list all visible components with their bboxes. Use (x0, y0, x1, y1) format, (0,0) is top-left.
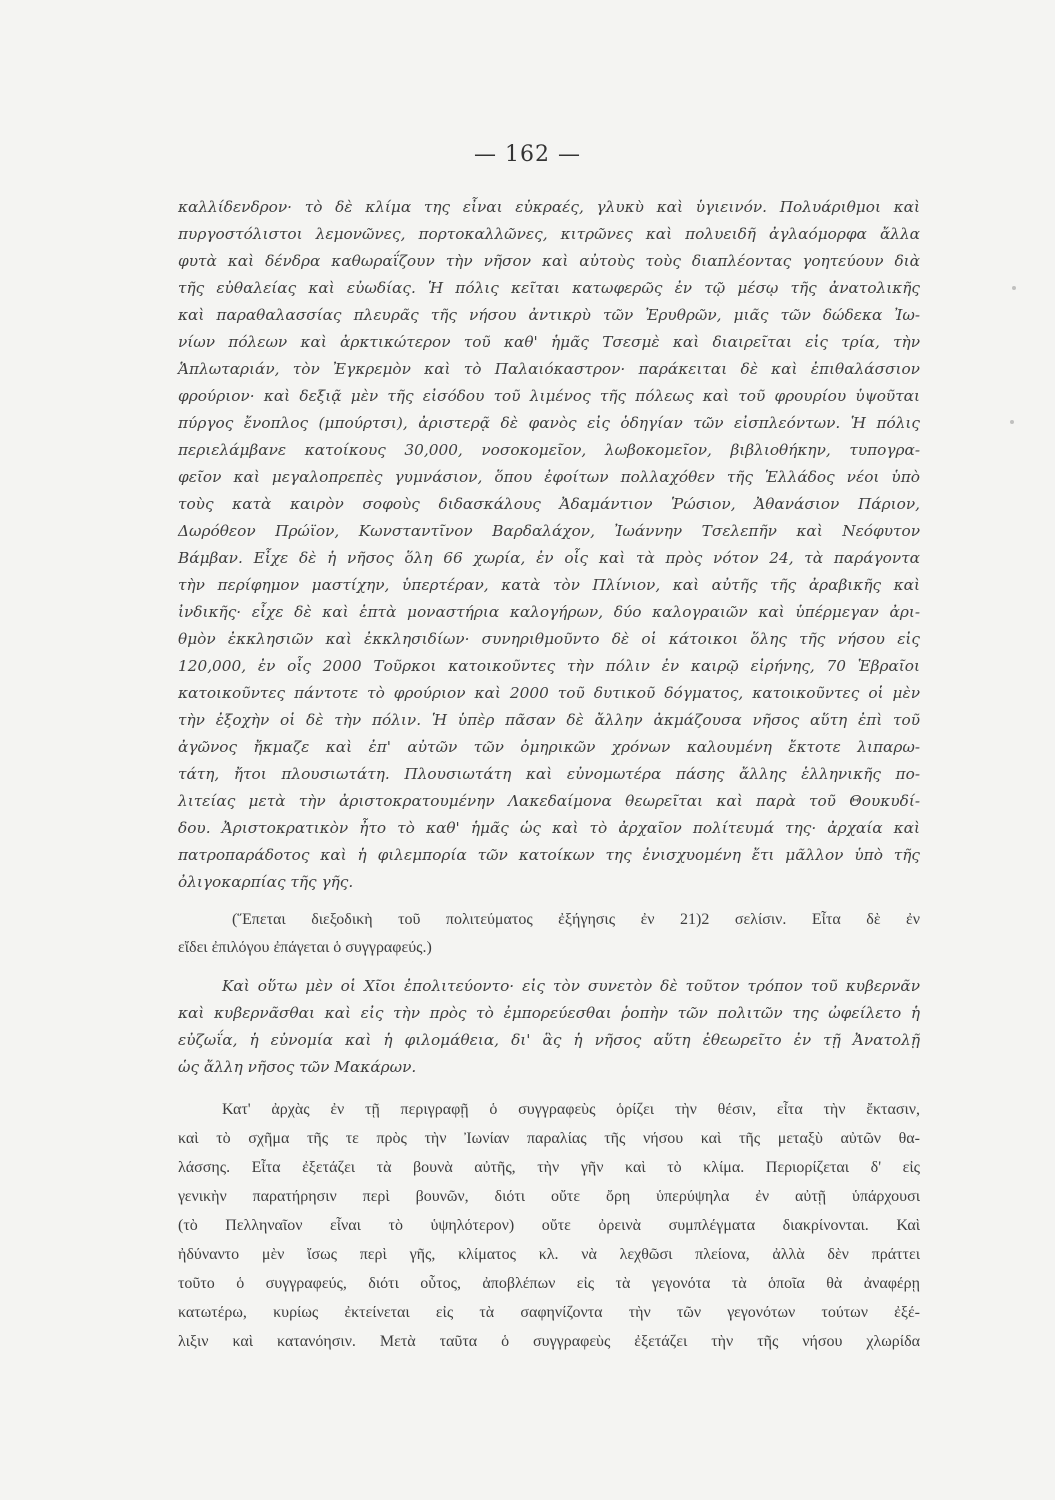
text-line: λιξιν καὶ κατανόησιν. Μετὰ ταῦτα ὁ συγγραφεὺς ἐξετάζει τὴν τῆς νήσου χλωρίδα (178, 1333, 920, 1350)
text-line: τὴν ἐξοχὴν οἱ δὲ τὴν πόλιν. Ἡ ὑπὲρ πᾶσαν δὲ ἄλλην ἀκμάζουσα νῆσος αὕτη ἐπὶ τοῦ (178, 711, 920, 729)
text-line: θμὸν ἐκκλησιῶν καὶ ἐκκλησιδίων· συνηριθμοῦντο δὲ οἱ κάτοικοι ὅλης τῆς νήσου εἰς (178, 630, 920, 648)
text-line: φεῖον καὶ μεγαλοπρεπὲς γυμνάσιον, ὅπου ἐφοίτων πολλαχόθεν τῆς Ἑλλάδος νέοι ὑπὸ (178, 468, 920, 486)
text-line: λάσσης. Εἶτα ἐξετάζει τὰ βουνὰ αὐτῆς, τὴν γῆν καὶ τὸ κλίμα. Περιορίζεται δ' εἰς (178, 1159, 920, 1176)
text-line: ὡς ἄλλη νῆσος τῶν Μακάρων. (178, 1058, 417, 1076)
text-line: γενικὴν παρατήρησιν περὶ βουνῶν, διότι οὔτε ὄρη ὑπερύψηλα ἐν αὐτῇ ὑπάρχουσι (178, 1188, 920, 1205)
text-line: πύργος ἔνοπλος (μπούρτσι), ἀριστερᾷ δὲ φανὸς εἰς ὁδηγίαν τῶν εἰσπλεόντων. Ἡ πόλις (178, 414, 920, 432)
text-line: (τὸ Πελληναῖον εἶναι τὸ ὑψηλότερον) οὔτε ὀρεινὰ συμπλέγματα διακρίνονται. Καὶ (178, 1217, 920, 1234)
text-line: εἴδει ἐπιλόγου ἐπάγεται ὁ συγγραφεύς.) (178, 939, 432, 956)
text-line: ἰνδικῆς· εἶχε δὲ καὶ ἑπτὰ μοναστήρια καλογήρων, δύο καλογραιῶν καὶ ὑπέρμεγαν ἀρι- (178, 603, 920, 621)
text-line: τῆς εὐθαλείας καὶ εὐωδίας. Ἡ πόλις κεῖται κατωφερῶς ἐν τῷ μέσῳ τῆς ἀνατολικῆς (178, 279, 920, 297)
text-line: φυτὰ καὶ δένδρα καθωραΐζουν τὴν νῆσον καὶ αὐτοὺς τοὺς διαπλέοντας γοητεύουν διὰ (178, 252, 920, 270)
text-line: κατωτέρω, κυρίως ἐκτείνεται εἰς τὰ σαφηνίζοντα τὴν τῶν γεγονότων τούτων ἐξέ- (178, 1304, 920, 1321)
text-line: λιτείας μετὰ τὴν ἀριστοκρατουμένην Λακεδαίμονα θεωρεῖται καὶ παρὰ τοῦ Θουκυδί- (178, 792, 920, 810)
text-line: τοῦτο ὁ συγγραφεύς, διότι οὗτος, ἀποβλέπων εἰς τὰ γεγονότα τὰ ὁποῖα θὰ ἀναφέρῃ (178, 1275, 920, 1292)
text-line: ἠδύναντο μὲν ἴσως περὶ γῆς, κλίματος κλ. νὰ λεχθῶσι πλείονα, ἀλλὰ δὲν πράττει (178, 1246, 920, 1263)
text-line: εὐζωΐα, ἡ εὐνομία καὶ ἡ φιλομάθεια, δι' ἃς ἡ νῆσος αὕτη ἐθεωρεῖτο ἐν τῇ Ἀνατολῇ (178, 1031, 920, 1049)
text-line: κατοικοῦντες πάντοτε τὸ φρούριον καὶ 2000 τοῦ δυτικοῦ δόγματος, κατοικοῦντες οἱ μὲν (178, 684, 920, 702)
text-line: πατροπαράδοτος καὶ ἡ φιλεμπορία τῶν κατοίκων της ἐνισχυομένη ἔτι μᾶλλον ὑπὸ τῆς (178, 846, 920, 864)
text-line: Καὶ οὕτω μὲν οἱ Χῖοι ἐπολιτεύοντο· εἰς τὸν συνετὸν δὲ τοῦτον τρόπον τοῦ κυβερνᾶν (222, 977, 920, 995)
text-line: καὶ τὸ σχῆμα τῆς τε πρὸς τὴν Ἰωνίαν παραλίας τῆς νήσου καὶ τῆς μεταξὺ αὐτῶν θα- (178, 1130, 920, 1147)
text-line: (Ἕπεται διεξοδικὴ τοῦ πολιτεύματος ἐξήγησις ἐν 21)2 σελίσιν. Εἶτα δὲ ἐν (232, 911, 920, 928)
scan-speck (1012, 286, 1016, 290)
text-line: καὶ κυβερνᾶσθαι καὶ εἰς τὴν πρὸς τὸ ἐμπορεύεσθαι ῥοπὴν τῶν πολιτῶν της ὠφείλετο ἡ (178, 1004, 920, 1022)
page-number: — 162 — (474, 142, 581, 167)
text-line: ἀγῶνος ἤκμαζε καὶ ἐπ' αὐτῶν τῶν ὁμηρικῶν χρόνων καλουμένη ἔκτοτε λιπαρω- (178, 738, 920, 756)
scan-speck (1010, 420, 1014, 424)
text-line: τάτη, ἤτοι πλουσιωτάτη. Πλουσιωτάτη καὶ εὐνομωτέρα πάσης ἄλλης ἑλληνικῆς πο- (178, 765, 920, 783)
text-line: φρούριον· καὶ δεξιᾷ μὲν τῆς εἰσόδου τοῦ λιμένος τῆς πόλεως καὶ τοῦ φρουρίου ὑψοῦται (178, 387, 920, 405)
text-line: καλλίδενδρον· τὸ δὲ κλίμα της εἶναι εὐκραές, γλυκὺ καὶ ὑγιεινόν. Πολυάριθμοι καὶ (178, 198, 920, 216)
text-line: 120,000, ἐν οἷς 2000 Τοῦρκοι κατοικοῦντες τὴν πόλιν ἐν καιρῷ εἰρήνης, 70 Ἑβραῖοι (178, 657, 920, 675)
text-line: καὶ παραθαλασσίας πλευρᾶς τῆς νήσου ἀντικρὺ τῶν Ἐρυθρῶν, μιᾶς τῶν δώδεκα Ἰω- (178, 306, 920, 324)
text-line: Δωρόθεον Πρώϊον, Κωνσταντῖνον Βαρδαλάχον, Ἰωάννην Τσελεπῆν καὶ Νεόφυτον (178, 522, 920, 540)
text-line: πυργοστόλιστοι λεμονῶνες, πορτοκαλλῶνες, κιτρῶνες καὶ πολυειδῆ ἀγλαόμορφα ἄλλα (178, 225, 920, 243)
text-line: ὀλιγοκαρπίας τῆς γῆς. (178, 873, 354, 891)
text-line: Κατ' ἀρχὰς ἐν τῇ περιγραφῇ ὁ συγγραφεὺς ὁρίζει τὴν θέσιν, εἶτα τὴν ἔκτασιν, (222, 1101, 920, 1118)
text-line: τὴν περίφημον μαστίχην, ὑπερτέραν, κατὰ τὸν Πλίνιον, καὶ αὐτῆς τῆς ἀραβικῆς καὶ (178, 576, 920, 594)
text-line: νίων πόλεων καὶ ἀρκτικώτερον τοῦ καθ' ἡμᾶς Τσεσμὲ καὶ διαιρεῖται εἰς τρία, τὴν (178, 333, 920, 351)
text-line: δου. Ἀριστοκρατικὸν ἦτο τὸ καθ' ἡμᾶς ὡς καὶ τὸ ἀρχαῖον πολίτευμά της· ἀρχαία καὶ (178, 819, 920, 837)
text-line: Ἁπλωταριάν, τὸν Ἐγκρεμὸν καὶ τὸ Παλαιόκαστρον· παράκειται δὲ καὶ ἐπιθαλάσσιον (178, 360, 920, 378)
text-line: Βάμβαν. Εἶχε δὲ ἡ νῆσος ὅλη 66 χωρία, ἐν οἷς καὶ τὰ πρὸς νότον 24, τὰ παράγοντα (178, 549, 920, 567)
text-line: τοὺς κατὰ καιρὸν σοφοὺς διδασκάλους Ἀδαμάντιον Ῥώσιον, Ἀθανάσιον Πάριον, (178, 495, 920, 513)
text-line: περιελάμβανε κατοίκους 30,000, νοσοκομεῖον, λωβοκομεῖον, βιβλιοθήκην, τυπογρα- (178, 441, 920, 459)
